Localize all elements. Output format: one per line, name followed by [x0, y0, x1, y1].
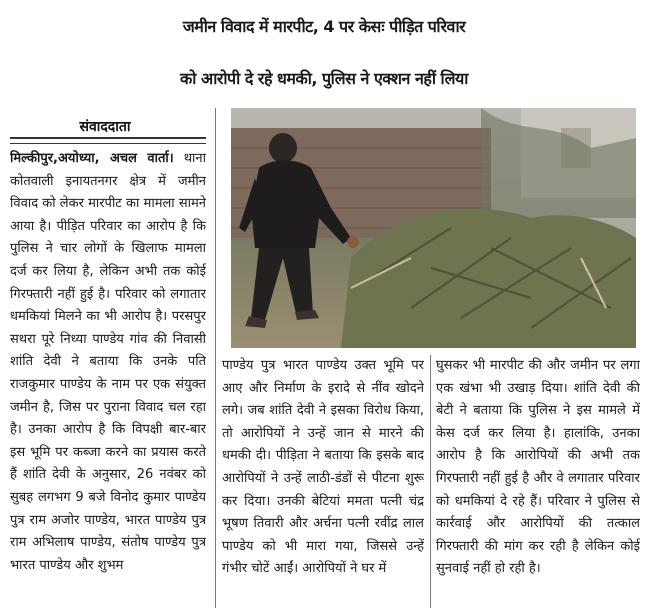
headline	[0, 0, 648, 108]
news-photo	[231, 108, 636, 348]
byline: संवाददाता	[79, 119, 131, 135]
dateline: मिल्कीपुर,अयोध्या, अचल वार्ता।	[10, 151, 174, 166]
article-column-1	[10, 148, 206, 608]
byline-rule	[10, 137, 206, 139]
article-column-3: घुसकर भी मारपीट की और जमीन पर लगा एक खंभा भी उखाड़ दिया। शांति देवी की बेटी ने बताया कि पुलिस ने इस मामले में केस दर्ज कर लिया है। हालांकि, उनका आरोप है कि आरोपियों की अभी तक गिरफ्तारी नहीं हुई है और वे लगातार परिवार को धमकियां दे रहे हैं। परिवार ने पुलिस से कार्रवाई और आरोपियों की तत्काल गिरफ्तारी की मांग कर रही है लेकिन कोई सुनवाई नहीं हो रही है।	[436, 358, 640, 577]
headline-line-2: को आरोपी दे रहे धमकी, पुलिस ने एक्शन नहीं लिया	[180, 69, 468, 88]
photo-illustration	[231, 108, 636, 348]
column-divider-1	[215, 108, 216, 608]
column-1-text: थाना कोतवाली इनायतनगर क्षेत्र में जमीन विवाद को लेकर मारपीट का मामला सामने आया है। पीड़ित परिवार का आरोप है कि पुलिस ने चार लोगों के खिलाफ मामला दर्ज कर लिया है, लेकिन अभी तक कोई गिरफ्तारी नहीं हुई है। परिवार को लगातार धमकियां मिलने का भी आरोप है। परसपुर सथरा पूरे निध्या पाण्डेय गांव की निवासी शांति देवी ने बताया कि उनके पति राजकुमार पाण्डेय के नाम पर एक संयुक्त जमीन है, जिस पर पुराना विवाद चल रहा है। उनका आरोप है कि विपक्षी बार-बार इस भूमि पर कब्जा करने का प्रयास करते हैं शांति देवी के अनुसार, 26 नवंबर को सुबह लगभग 9 बजे विनोद कुमार पाण्डेय पुत्र राम अजोर पाण्डेय, भारत पाण्डेय पुत्र राम अभिलाष पाण्डेय, संतोष पाण्डेय पुत्र भारत पाण्डेय और शुभम	[10, 151, 206, 573]
article-column-2: पाण्डेय पुत्र भारत पाण्डेय उक्त भूमि पर आए और निर्माण के इरादे से नींव खोदने लगे। जब शांति देवी ने इसका विरोध किया, तो आरोपियों ने उन्हें जान से मारने की धमकी दी। पीड़िता ने बताया कि इसके बाद आरोपियों ने उन्हें लाठी-डंडों से पीटना शुरू कर दिया। उनकी बेटियां ममता पत्नी चंद्र भूषण तिवारी और अर्चना पत्नी रवींद्र लाल पाण्डेय को भी मारा गया, जिससे उन्हें गंभीर चोटें आईं। आरोपियों ने घर में	[222, 358, 424, 577]
headline-line-1: जमीन विवाद में मारपीट, 4 पर केसः पीड़ित परिवार	[182, 17, 466, 36]
column-divider-2	[430, 355, 431, 608]
byline-rule-thin	[10, 143, 206, 144]
